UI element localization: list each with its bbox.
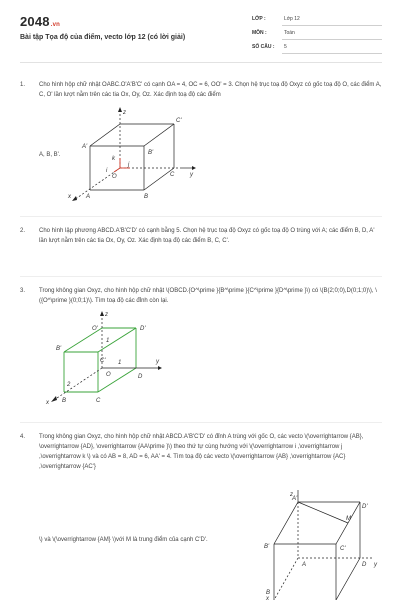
question-2 [20,226,382,246]
question-number: 1. [20,82,26,88]
label-D-prime: D' [140,326,146,332]
question-3 [20,286,382,306]
question-text: \) và \(\overrightarrow {AM} \)với M là trung điểm của cạnh C'D'. [39,537,208,543]
question-4-tail [20,535,250,545]
label-O-prime: O' [92,326,98,332]
label-B-prime: B' [56,346,62,352]
document-title: Bài tập Tọa độ của điểm, vecto lớp 12 (có lời giải) [20,34,186,41]
question-number: 3. [20,288,26,294]
edge [144,124,174,146]
label-1: 1 [118,360,122,366]
question-1-points: A, B, B'. [39,152,61,158]
label-D: D [138,374,143,380]
label-C-prime: C' [176,118,182,124]
label-2: 2 [67,382,71,388]
question-text: Trong không gian Oxyz, cho hình hộp chữ nhật ABCD.A'B'C'D' có đỉnh A trùng với gốc O, các vecto \(\overrightarrow {AB}, \overrightarrow {AD}, \overrightarrow {AA\prime }\) theo thứ tự cùng hướng với \(\overrightarrow i ,\overrightarrow j ,\overrightarrow k \) và có AB = 8, AD = 6, AA' = 4. Tìm toạ độ các vecto \(\overrightarrow {AB} ,\overrightarrow {AC} ,\overrightarrow {AC'} [39,434,364,470]
label-C: C [170,172,175,178]
x-axis [274,558,298,600]
label-B-prime: B' [264,544,270,550]
label-A: A [302,562,307,568]
edge [336,558,360,600]
edge [274,502,298,544]
x-axis [54,368,102,400]
label-z: z [290,492,293,498]
divider [20,422,382,423]
figure-4-box [254,488,384,600]
question-text: Trong không gian Oxyz, cho hình hộp chữ nhật \(OBCD.{O^\prime }{B^\prime }{C^\prime }{D^\prime }\) có \(B(2;0;0),D(0;1;0)\), \({O^\prime }(0;0;1)\). Tìm toạ độ các đỉnh còn lại. [39,288,377,304]
label-y: y [374,562,377,568]
z-arrowhead [118,107,122,112]
question-4 [20,432,382,472]
meta-label: SỐ CÂU : [252,44,275,50]
label-B: B [62,398,67,404]
x-arrowhead [51,396,57,402]
meta-label: LỚP : [252,16,266,22]
label-B: B [144,194,149,200]
question-text: Cho hình lập phương ABCD.A'B'C'D' có cạnh bằng 5. Chọn hệ trục toạ độ Oxyz có gốc toạ độ O trùng với A; các điểm B, D, A' lần lượt nằm trên các tia Ox, Oy, Oz. Xác định toạ độ các điểm B, C, C'. [39,228,375,244]
label-k: k [112,156,115,162]
i-vector [114,168,120,172]
question-1 [20,80,382,100]
meta-underline [282,39,382,40]
divider [20,276,382,277]
label-x: x [266,596,269,600]
edge [98,328,136,352]
label-C-prime: C' [100,358,106,364]
meta-underline [282,25,382,26]
label-x: x [46,400,49,406]
question-number: 2. [20,228,26,234]
figure-3-box [40,308,180,412]
label-z: z [123,110,126,116]
label-D: D [362,562,367,568]
logo-text: 2048 [20,14,50,29]
label-C-prime: C' [340,546,346,552]
meta-subject [252,30,382,38]
edge [90,124,120,146]
diagonal [298,502,348,523]
label-z: z [105,312,108,318]
figure-1-box [60,104,200,204]
question-number: 4. [20,434,26,440]
label-B: B [266,590,271,596]
meta-value: 5 [284,44,287,50]
label-M: M [346,516,351,522]
logo-suffix: .vn [50,22,61,28]
label-y: y [190,172,193,178]
site-logo[interactable] [20,14,60,29]
meta-value: Toán [284,30,295,36]
label-A: A [86,194,91,200]
label-B-prime: B' [148,150,154,156]
x-arrowhead [72,196,77,201]
meta-class [252,16,382,24]
edge [98,368,136,392]
header-divider [20,62,382,63]
label-O: O [112,174,117,180]
meta-label: MÔN : [252,30,267,36]
question-text: Cho hình hộp chữ nhật OABC.O'A'B'C' có cạnh OA = 4, OC = 6, OO' = 3. Chọn hệ trục toạ độ Oxyz có gốc toạ độ O, các điểm A, C, O' lần lượt nằm trên các tia Ox, Oy, Oz. Xác định toạ độ các điểm [39,82,382,98]
label-A-prime: A' [82,144,88,150]
label-1: 1 [106,338,110,344]
label-j: j [128,162,130,168]
label-i: i [106,168,108,174]
page-header [0,0,400,62]
label-x: x [68,194,71,200]
label-C: C [96,398,101,404]
z-arrowhead [100,311,104,316]
meta-value: Lớp 12 [284,16,300,22]
y-arrowhead [158,366,162,370]
x-axis [74,168,120,200]
y-arrowhead [192,166,196,170]
label-O: O [106,372,111,378]
label-D-prime: D' [362,504,368,510]
meta-count [252,44,382,52]
label-A-prime: A' [292,496,298,502]
meta-underline [282,53,382,54]
label-y: y [156,359,159,365]
divider [20,216,382,217]
